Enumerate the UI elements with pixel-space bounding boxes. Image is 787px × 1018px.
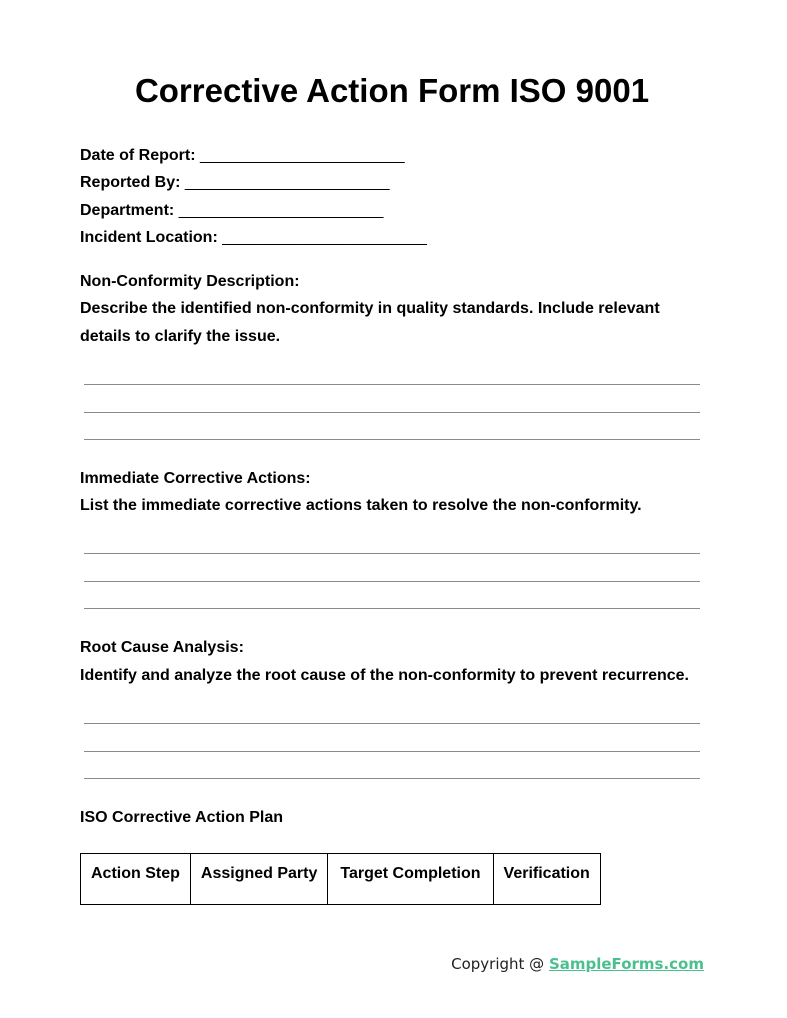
copyright-prefix: Copyright @ — [451, 955, 549, 973]
incident-location-label: Incident Location: — [80, 229, 218, 246]
immediate-actions-line-3[interactable] — [84, 608, 700, 609]
non-conformity-line-3[interactable] — [84, 439, 700, 440]
column-assigned-party: Assigned Party — [190, 854, 327, 905]
date-of-report-blank[interactable]: _______________________ — [200, 147, 405, 164]
reported-by-field[interactable] — [80, 174, 390, 192]
action-plan-heading: ISO Corrective Action Plan — [80, 809, 284, 826]
immediate-actions-heading: Immediate Corrective Actions: — [80, 470, 311, 487]
immediate-actions-line-1[interactable] — [84, 553, 700, 554]
column-verification: Verification — [493, 854, 600, 905]
immediate-actions-line-2[interactable] — [84, 581, 700, 582]
column-action-step: Action Step — [81, 854, 191, 905]
copyright-notice — [451, 955, 704, 973]
reported-by-label: Reported By: — [80, 174, 181, 191]
department-label: Department: — [80, 202, 175, 219]
action-plan-header-row — [81, 854, 601, 905]
non-conformity-line-2[interactable] — [84, 412, 700, 413]
root-cause-description: Identify and analyze the root cause of the non-conformity to prevent recurrence. — [80, 667, 689, 684]
brand-link[interactable]: SampleForms.com — [548, 955, 704, 973]
root-cause-line-2[interactable] — [84, 751, 700, 752]
root-cause-line-1[interactable] — [84, 723, 700, 724]
root-cause-heading: Root Cause Analysis: — [80, 639, 244, 656]
immediate-actions-description: List the immediate corrective actions taken to resolve the non-conformity. — [80, 497, 642, 514]
non-conformity-line-1[interactable] — [84, 384, 700, 385]
date-of-report-field[interactable] — [80, 147, 405, 165]
incident-location-blank[interactable]: _______________________ — [222, 229, 427, 246]
root-cause-line-3[interactable] — [84, 778, 700, 779]
incident-location-field[interactable] — [80, 229, 427, 247]
non-conformity-description: Describe the identified non-conformity in quality standards. Include relevant details to clarify the issue. — [80, 300, 660, 345]
action-plan-table — [80, 853, 601, 905]
non-conformity-heading: Non-Conformity Description: — [80, 273, 300, 290]
department-field[interactable] — [80, 202, 383, 220]
column-target-completion: Target Completion — [328, 854, 493, 905]
reported-by-blank[interactable]: _______________________ — [184, 174, 390, 191]
department-blank[interactable]: _______________________ — [178, 202, 384, 219]
date-of-report-label: Date of Report: — [80, 147, 196, 164]
page-title: Corrective Action Form ISO 9001 — [134, 72, 650, 109]
